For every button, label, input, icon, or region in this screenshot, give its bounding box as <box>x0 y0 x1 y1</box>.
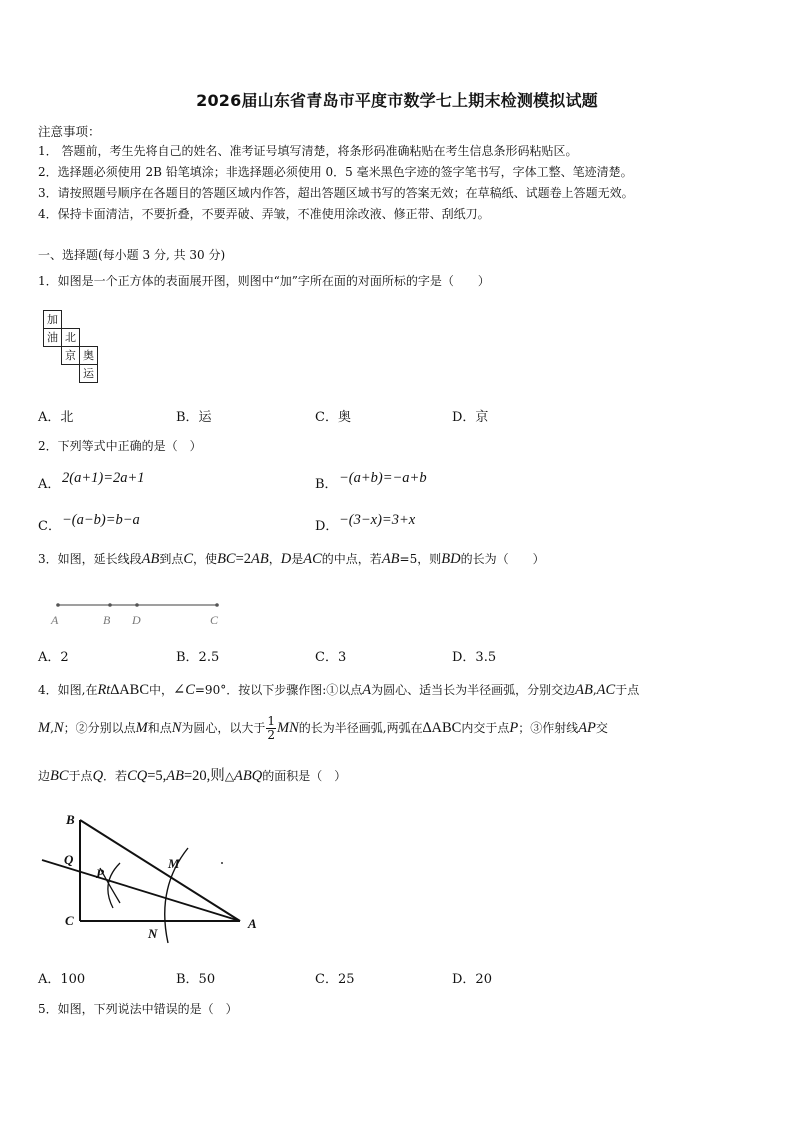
label-a: A <box>51 613 59 627</box>
segment-figure <box>40 595 240 631</box>
note-item: 4．保持卡面清洁，不要折叠，不要弄破、弄皱，不准使用涂改液、修正带、刮纸刀。 <box>38 207 490 221</box>
option-b: B．50 <box>176 972 216 987</box>
question-5-stem: 5．如图，下列说法中错误的是（ ） <box>38 1002 238 1016</box>
point-c <box>215 603 219 607</box>
label-m: M <box>168 856 180 871</box>
net-cell: 奥 <box>79 346 98 365</box>
section-heading: 一、选择题(每小题 3 分, 共 30 分) <box>38 248 226 262</box>
label-b: B <box>103 613 111 627</box>
question-4-line-2: M,N；②分别以点M和点N为圆心，以大于 $\frac{1}{2}$ MN的长为半径画弧,两弧在∆ABC内交于点P；③作射线AP交 <box>38 714 608 742</box>
option-b: B．运 <box>176 410 212 425</box>
option-d: D．3.5 <box>452 650 497 665</box>
note-item: 2．选择题必须使用 2B 铅笔填涂；非选择题必须使用 0．5 毫米黑色字迹的签字笔书写，字体工整、笔迹清楚。 <box>38 165 633 179</box>
point-b <box>108 603 112 607</box>
label-a: A <box>248 916 257 931</box>
question-4-line-3: 边BC于点Q．若CQ=5,AB=20,则△ABQ的面积是（ ） <box>38 768 347 784</box>
option-c: C．奥 <box>315 410 351 425</box>
net-cell: 油 <box>43 328 62 347</box>
question-2-stem: 2．下列等式中正确的是（ ） <box>38 439 202 453</box>
option-a: A．2 <box>38 650 69 665</box>
ray-aq <box>42 860 240 921</box>
formula: 2(a+1)=2a+1 <box>62 470 145 486</box>
net-cell: 加 <box>43 310 62 329</box>
note-item: 1． 答题前，考生先将自己的姓名、准考证号填写清楚，将条形码准确粘贴在考生信息条形码粘贴区。 <box>38 144 578 158</box>
option-d: D．京 <box>452 410 489 425</box>
label-p: P <box>96 866 104 881</box>
net-cell: 北 <box>61 328 80 347</box>
notes-heading: 注意事项： <box>38 124 101 139</box>
option-a: A．北 <box>38 410 74 425</box>
label-c: C <box>65 913 74 928</box>
label-d: D <box>132 613 141 627</box>
formula: −(a−b)=b−a <box>62 512 140 528</box>
option-a: A． <box>38 477 61 492</box>
option-b: B．2.5 <box>176 650 220 665</box>
option-d: D． <box>315 519 339 534</box>
option-c: C．25 <box>315 972 355 987</box>
point-d <box>135 603 139 607</box>
question-3-stem: 3．如图，延长线段AB到点C，使BC=2AB，D是AC的中点，若AB=5，则BD的长为（ ） <box>38 551 545 567</box>
label-b: B <box>66 812 75 827</box>
formula: −(a+b)=−a+b <box>339 470 427 486</box>
note-item: 3．请按照题号顺序在各题目的答题区域内作答，超出答题区域书写的答案无效；在草稿纸、试题卷上答题无效。 <box>38 186 634 200</box>
option-b: B． <box>315 477 338 492</box>
option-a: A．100 <box>38 972 86 987</box>
side-ab <box>80 820 240 921</box>
triangle-construction-figure <box>38 808 268 948</box>
point-a <box>56 603 60 607</box>
formula: −(3−x)=3+x <box>339 512 416 528</box>
fraction-one-half: $\frac{1}{2}$ <box>267 714 276 742</box>
net-cell: 京 <box>61 346 80 365</box>
option-c: C．3 <box>315 650 347 665</box>
label-n: N <box>148 926 158 941</box>
question-1-stem: 1．如图是一个正方体的表面展开图，则图中“加”字所在面的对面所标的字是（ ） <box>38 274 490 288</box>
option-c: C． <box>38 519 61 534</box>
page-title: 2026届山东省青岛市平度市数学七上期末检测模拟试题 <box>196 91 598 110</box>
label-q: Q <box>64 852 74 867</box>
net-cell: 运 <box>79 364 98 383</box>
question-4-line-1: 4．如图,在Rt∆ABC中，∠C=90°．按以下步骤作图:①以点A为圆心、适当长为半径画弧，分别交边AB,AC于点 <box>38 682 640 698</box>
stray-dot <box>221 862 223 864</box>
option-d: D．20 <box>452 972 492 987</box>
label-c: C <box>210 613 219 627</box>
